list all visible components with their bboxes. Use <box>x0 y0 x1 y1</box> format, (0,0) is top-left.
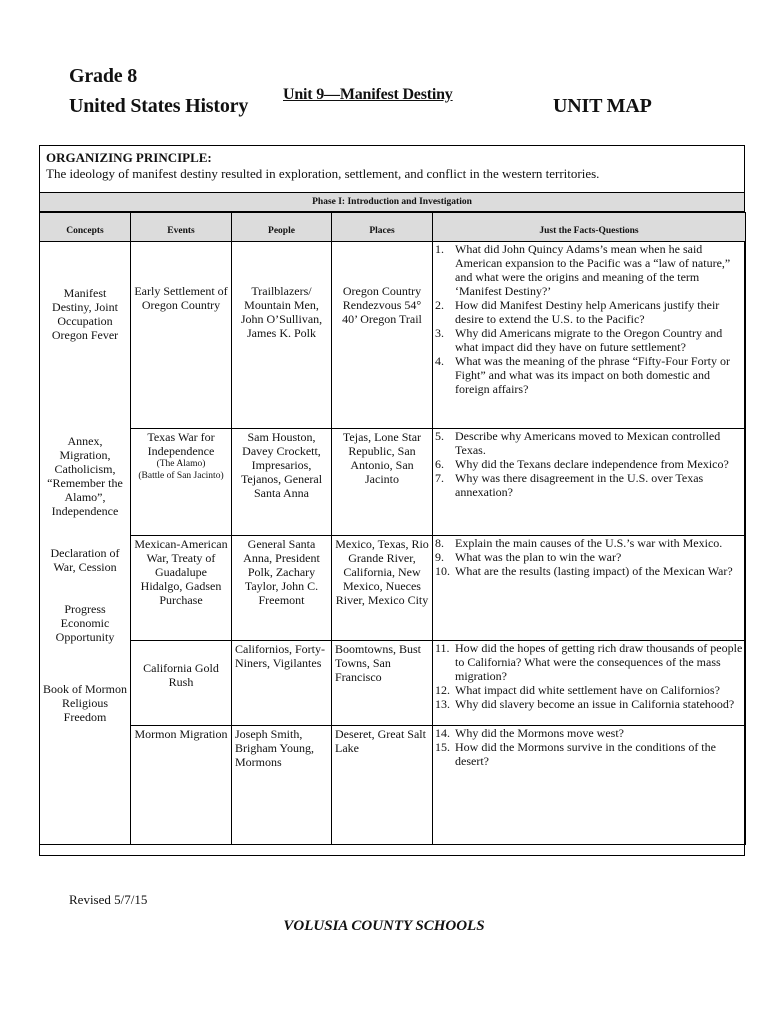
people-cell <box>232 726 332 845</box>
event-text: California Gold Rush <box>143 661 219 689</box>
places-text: Tejas, Lone Star Republic, San Antonio, San Jacinto <box>342 430 422 486</box>
events-cell <box>131 536 232 641</box>
unit-title: Unit 9—Manifest Destiny <box>283 86 453 103</box>
question-number: 3. <box>435 326 444 340</box>
table-row <box>40 536 746 641</box>
question-number: 5. <box>435 429 444 443</box>
question-text: What are the results (lasting impact) of the Mexican War? <box>455 564 733 578</box>
people-text: Sam Houston, Davey Crockett, Impresarios, Tejanos, General Santa Anna <box>240 430 323 500</box>
question-number: 4. <box>435 354 444 368</box>
organizing-principle-text: The ideology of manifest destiny resulted in exploration, settlement, and conflict in the western territories. <box>46 166 600 181</box>
column-header-people: People <box>232 213 332 242</box>
unit-map-label: UNIT MAP <box>553 95 652 117</box>
question-item <box>433 471 745 499</box>
question-number: 15. <box>435 740 450 754</box>
places-cell <box>332 641 433 726</box>
question-list <box>433 536 745 578</box>
question-item <box>433 298 745 326</box>
people-cell <box>232 242 332 429</box>
question-text: What was the plan to win the war? <box>455 550 622 564</box>
concept-item: Declaration of War, Cession <box>50 546 120 574</box>
question-text: Why did the Mormons move west? <box>455 726 624 740</box>
people-text: Trailblazers/ Mountain Men, John O’Sullivan, James K. Polk <box>240 284 323 340</box>
people-text: General Santa Anna, President Polk, Zachary Taylor, John C. Freemont <box>243 537 320 607</box>
places-text: Oregon Country Rendezvous 54° 40’ Oregon Trail <box>342 284 422 326</box>
question-item <box>433 641 745 683</box>
event-note: (The Alamo) <box>156 459 206 469</box>
question-item <box>433 726 745 740</box>
places-cell <box>332 726 433 845</box>
column-header-places: Places <box>332 213 433 242</box>
question-list <box>433 242 745 396</box>
question-item <box>433 457 745 471</box>
question-number: 10. <box>435 564 450 578</box>
places-text: Boomtowns, Bust Towns, San Francisco <box>335 642 422 684</box>
concept-item: Book of Mormon Religious Freedom <box>43 682 127 724</box>
question-list <box>433 429 745 499</box>
places-text: Mexico, Texas, Rio Grande River, California, New Mexico, Nueces River, Mexico City <box>335 537 429 607</box>
question-number: 8. <box>435 536 444 550</box>
table-row <box>40 726 746 845</box>
question-text: What impact did white settlement have on Californios? <box>455 683 720 697</box>
question-item <box>433 429 745 457</box>
table-row <box>40 242 746 429</box>
questions-cell <box>433 242 746 429</box>
question-number: 1. <box>435 242 444 256</box>
question-text: How did Manifest Destiny help Americans justify their desire to extend the U.S. to the Pacific? <box>455 298 720 326</box>
question-item <box>433 550 745 564</box>
table-row <box>40 429 746 536</box>
revised-date: Revised 5/7/15 <box>69 892 148 907</box>
question-number: 9. <box>435 550 444 564</box>
event-text: Mexican-American War, Treaty of Guadalupe Hidalgo, Gadsen Purchase <box>134 537 228 607</box>
column-header-events: Events <box>131 213 232 242</box>
question-number: 11. <box>435 641 450 655</box>
event-text: Mormon Migration <box>134 727 228 741</box>
question-item <box>433 536 745 550</box>
question-text: How did the hopes of getting rich draw thousands of people to California? What were the consequences of the mass migration? <box>455 641 743 683</box>
question-number: 12. <box>435 683 450 697</box>
events-cell <box>131 726 232 845</box>
question-text: Why did Americans migrate to the Oregon Country and what impact did they have on future settlement? <box>455 326 723 354</box>
question-number: 7. <box>435 471 444 485</box>
concepts-cell <box>40 242 131 845</box>
unit-map-table <box>39 212 746 845</box>
places-cell <box>332 429 433 536</box>
grade-label: Grade 8 <box>69 65 138 87</box>
events-cell <box>131 242 232 429</box>
questions-cell <box>433 536 746 641</box>
events-cell <box>131 641 232 726</box>
questions-cell <box>433 641 746 726</box>
district-name: VOLUSIA COUNTY SCHOOLS <box>283 918 485 934</box>
organizing-principle-label: ORGANIZING PRINCIPLE: <box>46 150 212 165</box>
question-list <box>433 641 745 711</box>
phase-banner: Phase I: Introduction and Investigation <box>40 192 744 212</box>
question-text: Why was there disagreement in the U.S. over Texas annexation? <box>455 471 704 499</box>
question-item <box>433 326 745 354</box>
question-text: Describe why Americans moved to Mexican controlled Texas. <box>455 429 721 457</box>
event-text: Early Settlement of Oregon Country <box>134 284 228 312</box>
concept-item: Progress Economic Opportunity <box>55 602 115 644</box>
question-number: 14. <box>435 726 450 740</box>
table-header-row <box>40 213 746 242</box>
unit-map-box <box>39 145 745 856</box>
concept-item: Annex, Migration, Catholicism, “Remember the Alamo”, Independence <box>47 434 123 518</box>
question-item <box>433 740 745 768</box>
concept-item: Manifest Destiny, Joint Occupation Oregon Fever <box>51 286 119 342</box>
question-text: What did John Quincy Adams’s mean when he said American expansion to the Pacific was a “law of nature,” and what were the origins and meaning of the term ‘Manifest Destiny?’ <box>455 242 731 298</box>
course-title: United States History <box>69 95 249 117</box>
people-cell <box>232 536 332 641</box>
question-number: 13. <box>435 697 450 711</box>
events-cell <box>131 429 232 536</box>
people-cell <box>232 429 332 536</box>
question-text: How did the Mormons survive in the conditions of the desert? <box>455 740 716 768</box>
question-text: What was the meaning of the phrase “Fifty-Four Forty or Fight” and what was its impact on both domestic and foreign affairs? <box>455 354 730 396</box>
table-row <box>40 641 746 726</box>
places-cell <box>332 242 433 429</box>
event-note: (Battle of San Jacinto) <box>138 471 224 481</box>
organizing-principle <box>46 150 738 182</box>
places-text: Deseret, Great Salt Lake <box>335 727 426 755</box>
question-item <box>433 683 745 697</box>
question-number: 2. <box>435 298 444 312</box>
question-item <box>433 354 745 396</box>
people-text: Joseph Smith, Brigham Young, Mormons <box>235 727 315 769</box>
question-text: Why did the Texans declare independence from Mexico? <box>455 457 729 471</box>
event-text: Texas War for Independence <box>147 430 215 458</box>
questions-cell <box>433 429 746 536</box>
column-header-questions: Just the Facts-Questions <box>433 213 746 242</box>
question-item <box>433 564 745 578</box>
places-cell <box>332 536 433 641</box>
questions-cell <box>433 726 746 845</box>
question-list <box>433 726 745 768</box>
people-text: Californios, Forty-Niners, Vigilantes <box>235 642 325 670</box>
question-item <box>433 697 745 711</box>
column-header-concepts: Concepts <box>40 213 131 242</box>
question-text: Why did slavery become an issue in California statehood? <box>455 697 735 711</box>
question-text: Explain the main causes of the U.S.’s war with Mexico. <box>455 536 723 550</box>
people-cell <box>232 641 332 726</box>
question-number: 6. <box>435 457 444 471</box>
question-item <box>433 242 745 298</box>
